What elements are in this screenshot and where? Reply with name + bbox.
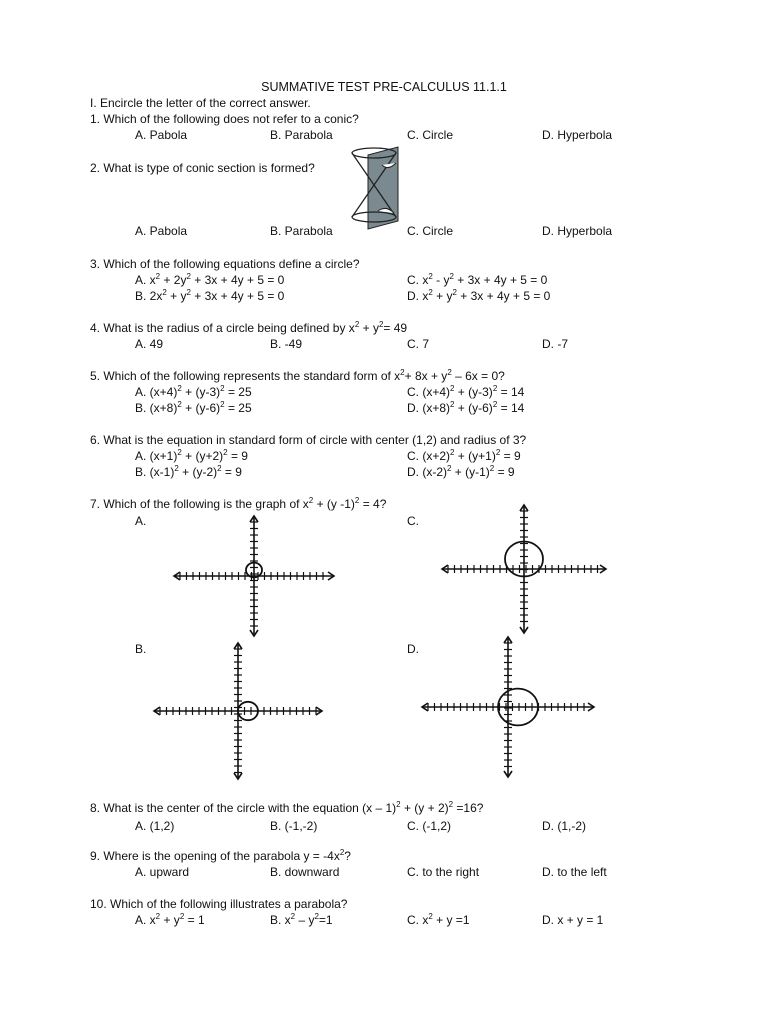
q4-text: 4. What is the radius of a circle being defined by $x^2 + y^2= 49$ [90,320,408,335]
q5-choice-b[interactable]: B. $(x+8)^2 + (y-6)^2 = 25$ [135,400,252,415]
q3-choice-c[interactable]: C. $x^2 - y^2 + 3x + 4y + 5 = 0$ [407,272,548,287]
q5-choice-d[interactable]: D. $(x+8)^2 + (y-6)^2 = 14$ [407,400,525,415]
q6-text: 6. What is the equation in standard form of circle with center (1,2) and radius of 3? [90,433,527,447]
q7-choice-c[interactable]: C. [407,514,419,528]
q1-choice-c[interactable]: C. Circle [407,128,454,142]
q7-choice-b[interactable]: B. [135,642,147,656]
q2-text: 2. What is type of conic section is formed? [90,161,315,175]
q2-choice-a[interactable]: A. Pabola [135,224,188,238]
q7-choice-a[interactable]: A. [135,514,147,528]
q1-choice-a[interactable]: A. Pabola [135,128,188,142]
q2-choice-b[interactable]: B. Parabola [270,224,333,238]
test-title: SUMMATIVE TEST PRE-CALCULUS 11.1.1 [261,80,507,94]
q6-choice-a[interactable]: A. $(x+1)^2 + (y+2)^2 = 9$ [135,448,248,463]
q10-choice-c[interactable]: C. $x^2 + y =1$ [407,912,470,927]
q6-choice-c[interactable]: C. $(x+2)^2 + (y+1)^2 = 9$ [407,448,521,463]
q10-choice-d[interactable]: D. x + y = 1 [542,913,604,927]
q9-text: 9. Where is the opening of the parabola $y = -4x^2$? [90,848,351,863]
q7-choice-d[interactable]: D. [407,642,419,656]
graph-b [150,640,325,782]
q10-choice-b[interactable]: B. $x^2 - y^2=1$ [270,912,333,927]
q2-choice-d[interactable]: D. Hyperbola [542,224,613,238]
q4-choice-b[interactable]: B. -49 [270,337,303,351]
q1-choice-d[interactable]: D. Hyperbola [542,128,613,142]
q3-choice-b[interactable]: B. $2x^2 + y^2 + 3x + 4y + 5 = 0$ [135,288,285,303]
q5-text: 5. Which of the following represents the standard form of $x^2+ 8x + y^2 - 6x = 0$? [90,368,505,383]
q1-choice-b[interactable]: B. Parabola [270,128,333,142]
graph-c [440,502,615,636]
q10-text: 10. Which of the following illustrates a parabola? [90,897,348,911]
q9-choice-b[interactable]: B. downward [270,865,340,879]
q8-choice-d[interactable]: D. (1,-2) [542,819,587,833]
q8-text: 8. What is the center of the circle with the equation $(x - 1)^2 + (y + 2)^2 =16$? [90,800,484,815]
q8-choice-a[interactable]: A. (1,2) [135,819,175,833]
q1-text: 1. Which of the following does not refer to a conic? [90,112,359,126]
q9-choice-d[interactable]: D. to the left [542,865,607,879]
q2-choice-c[interactable]: C. Circle [407,224,454,238]
q7-text: 7. Which of the following is the graph of $x^2 + (y$ -1)$^2$ = 4? [90,496,387,511]
q3-choice-d[interactable]: D. $x^2 + y^2 + 3x + 4y + 5 = 0$ [407,288,551,303]
q4-choice-c[interactable]: C. 7 [407,337,430,351]
q9-choice-c[interactable]: C. to the right [407,865,480,879]
q5-choice-a[interactable]: A. $(x+4)^2 + (y-3)^2 = 25$ [135,384,252,399]
q5-choice-c[interactable]: C. $(x+4)^2 + (y-3)^2 = 14$ [407,384,525,399]
instruction: I. Encircle the letter of the correct answer. [90,96,311,110]
graph-a [170,512,340,640]
q4-choice-a[interactable]: A. 49 [135,337,164,351]
q8-choice-c[interactable]: C. (-1,2) [407,819,452,833]
q9-choice-a[interactable]: A. upward [135,865,190,879]
q8-choice-b[interactable]: B. (-1,-2) [270,819,318,833]
q3-text: 3. Which of the following equations define a circle? [90,257,360,271]
q10-choice-a[interactable]: A. $x^2 + y^2 = 1$ [135,912,205,927]
q6-choice-b[interactable]: B. $(x-1)^2 + (y-2)^2 = 9$ [135,464,242,479]
double-cone-plane-figure [348,143,404,231]
graph-d [418,634,600,780]
q3-choice-a[interactable]: A. $x^2 + 2y^2 + 3x + 4y + 5 = 0$ [135,272,285,287]
q6-choice-d[interactable]: D. $(x-2)^2 + (y-1)^2 = 9$ [407,464,515,479]
q4-choice-d[interactable]: D. -7 [542,337,569,351]
